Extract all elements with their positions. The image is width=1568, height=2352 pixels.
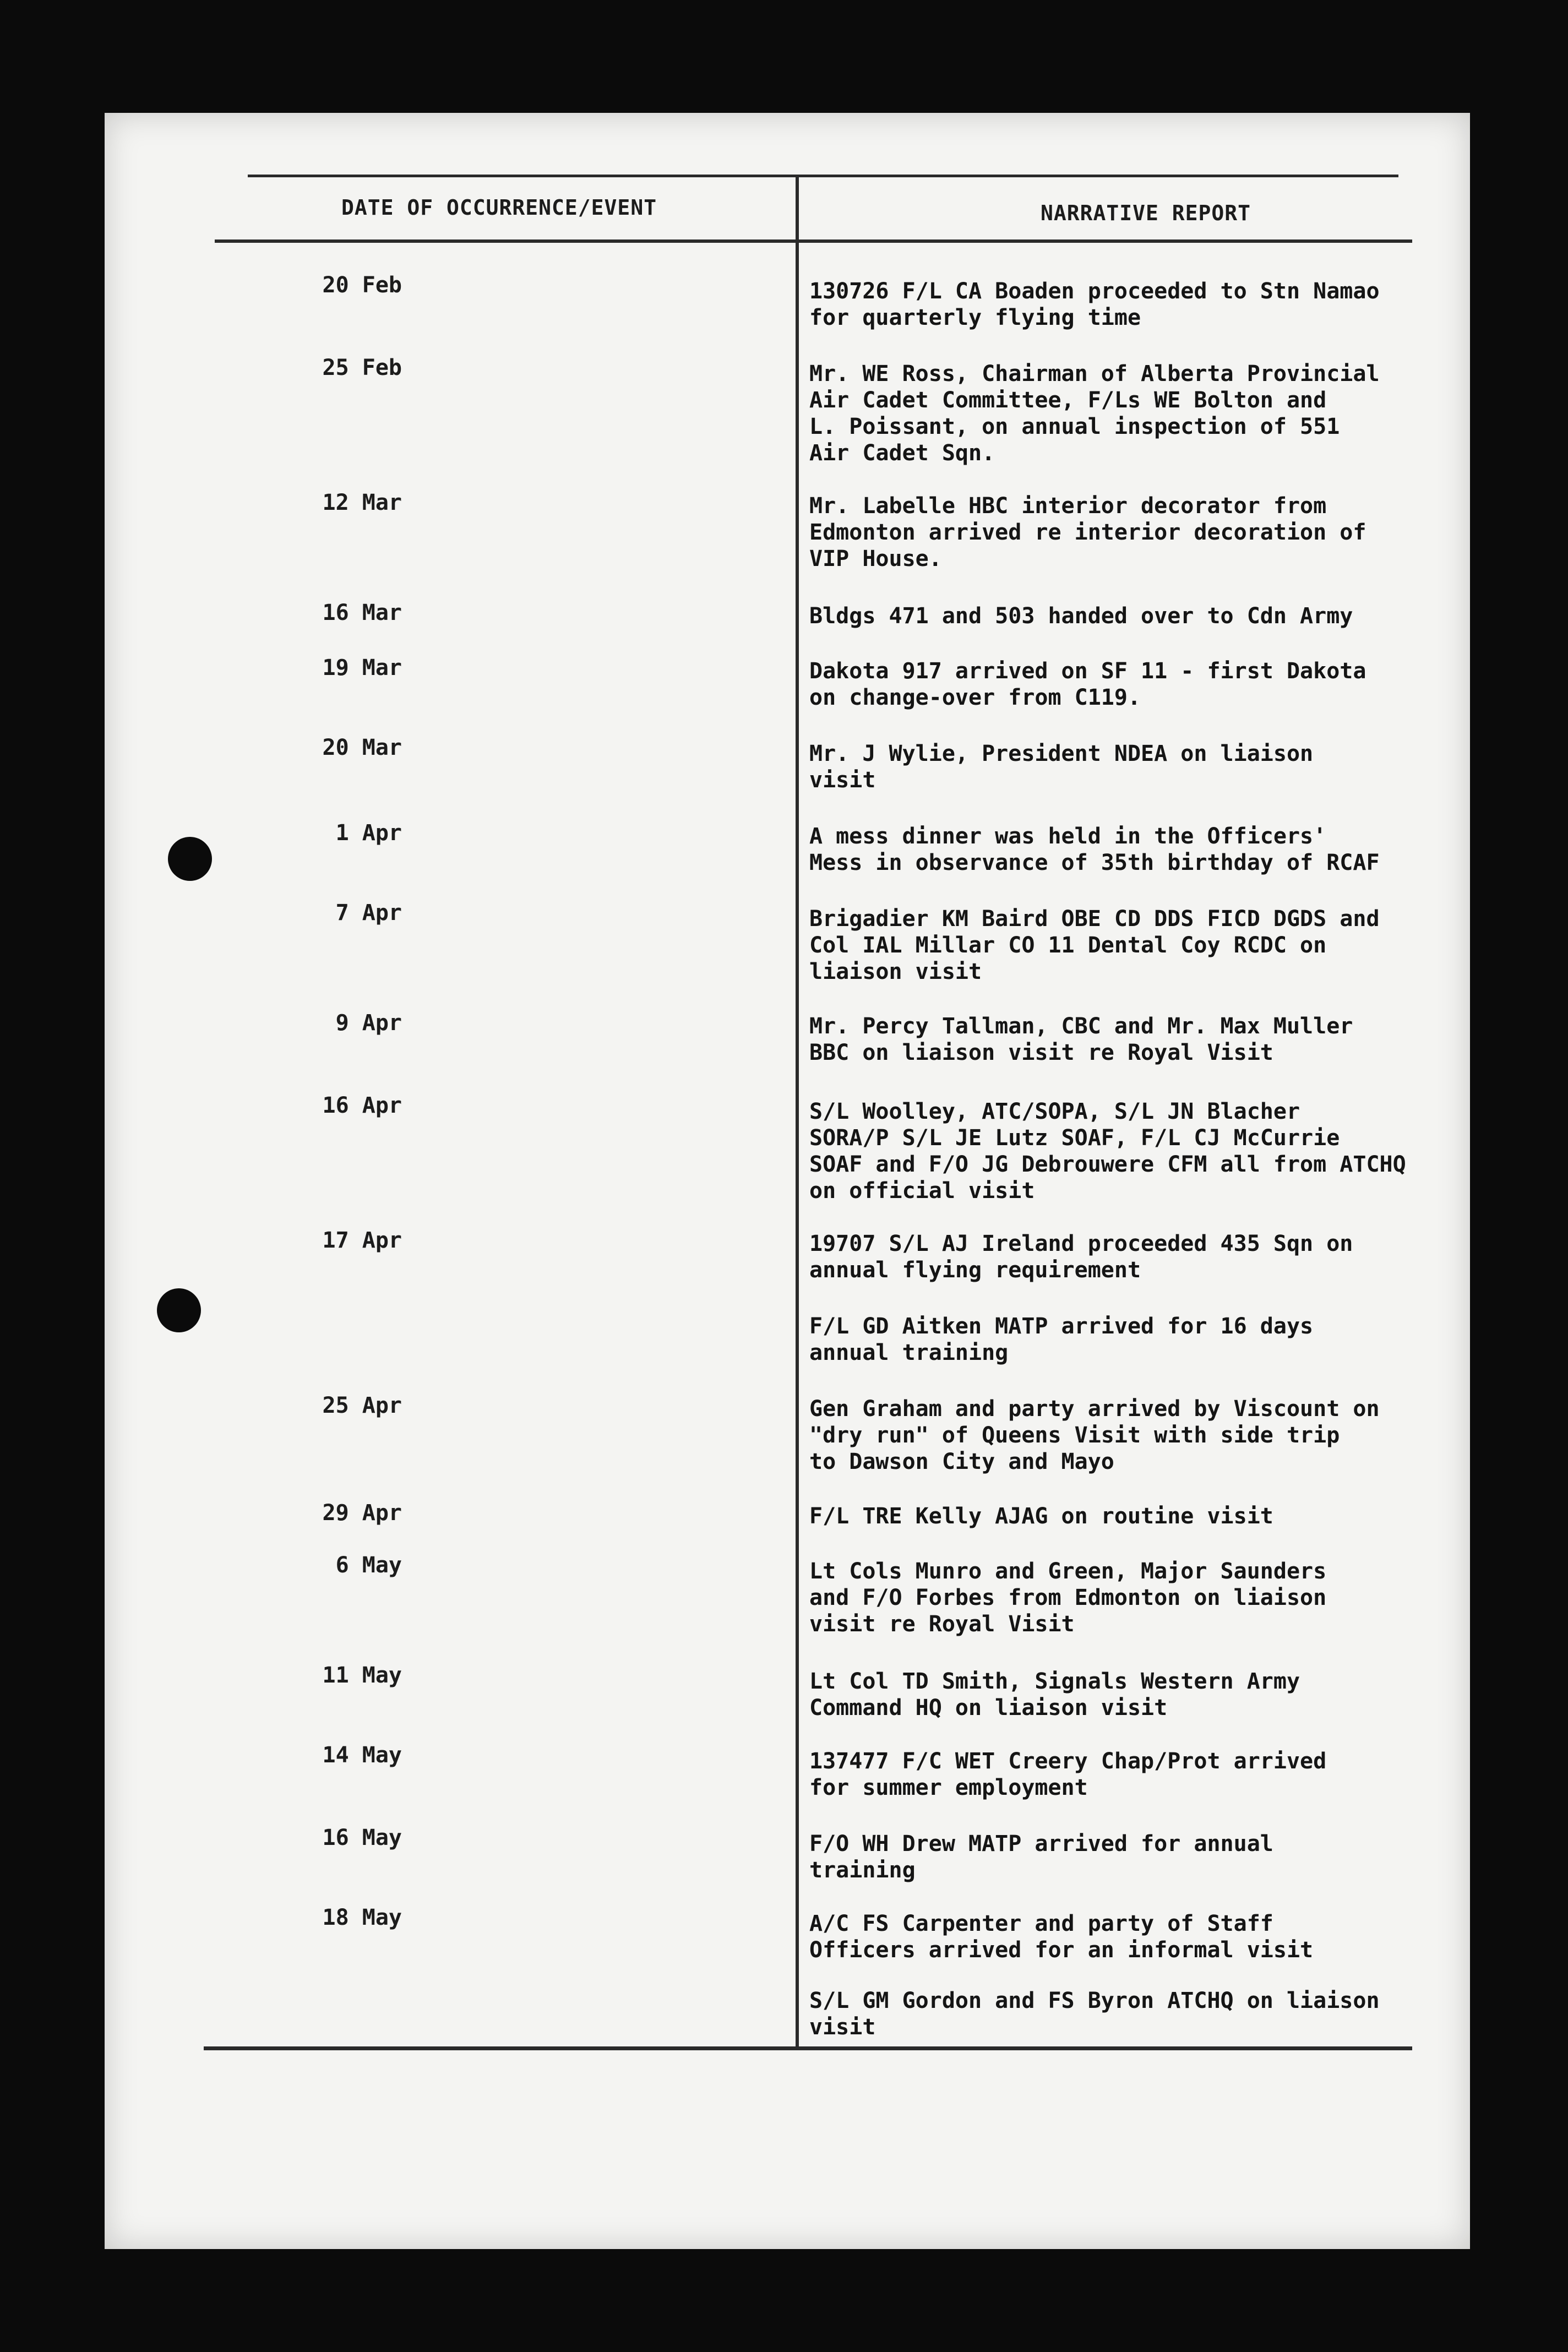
entry-narrative: Mr. Percy Tallman, CBC and Mr. Max Muller BBC on liaison visit re Royal Visit — [809, 1014, 1353, 1065]
entry-narrative: Mr. Labelle HBC interior decorator from Edmonton arrived re interior decoration of VIP House. — [809, 493, 1366, 571]
top-rule — [248, 175, 1398, 177]
entry-narrative: Lt Col TD Smith, Signals Western Army Command HQ on liaison visit — [809, 1669, 1300, 1721]
entry-date: 19 Mar — [322, 655, 402, 680]
entry-date: 29 Apr — [322, 1500, 402, 1526]
entry-date: 25 Apr — [322, 1393, 402, 1418]
entry-narrative: F/L TRE Kelly AJAG on routine visit — [809, 1504, 1273, 1529]
entry-date: 25 Feb — [322, 355, 402, 380]
entry-date: 16 Mar — [322, 600, 402, 625]
entry-narrative: 130726 F/L CA Boaden proceeded to Stn Namao for quarterly flying time — [809, 279, 1380, 330]
entry-date: 20 Feb — [322, 273, 402, 298]
entry-narrative: S/L Woolley, ATC/SOPA, S/L JN Blacher SORA/P S/L JE Lutz SOAF, F/L CJ McCurrie SOAF and F/O JG Debrouwere CFM all from ATCHQ on official visit — [809, 1099, 1406, 1204]
entry-date: 12 Mar — [322, 490, 402, 515]
punch-hole — [157, 1288, 201, 1332]
entry-date: 16 May — [322, 1825, 402, 1850]
narrative-column-header: NARRATIVE REPORT — [1041, 201, 1251, 225]
entry-date: 18 May — [322, 1905, 402, 1930]
entry-narrative: Mr. J Wylie, President NDEA on liaison visit — [809, 741, 1314, 793]
entry-narrative: Dakota 917 arrived on SF 11 - first Dakota on change-over from C119. — [809, 658, 1366, 710]
entry-date: 20 Mar — [322, 735, 402, 760]
entry-date: 11 May — [322, 1663, 402, 1688]
entry-narrative: Bldgs 471 and 503 handed over to Cdn Army — [809, 603, 1353, 629]
bottom-rule — [204, 2046, 1412, 2050]
entry-narrative: Mr. WE Ross, Chairman of Alberta Provincial Air Cadet Committee, F/Ls WE Bolton and L. Poissant, on annual inspection of 551 Air Cadet Sqn. — [809, 361, 1380, 466]
entry-narrative: F/L GD Aitken MATP arrived for 16 days annual training — [809, 1314, 1314, 1365]
column-divider — [796, 175, 799, 2046]
entry-narrative: Gen Graham and party arrived by Viscount on "dry run" of Queens Visit with side trip to Dawson City and Mayo — [809, 1396, 1380, 1474]
entry-date: 7 Apr — [335, 900, 402, 925]
date-column-header: DATE OF OCCURRENCE/EVENT — [341, 195, 657, 220]
entry-date: 16 Apr — [322, 1093, 402, 1118]
document-page — [105, 113, 1470, 2249]
entry-date: 14 May — [322, 1743, 402, 1768]
entry-date: 6 May — [335, 1553, 402, 1578]
header-rule — [215, 239, 1412, 243]
entry-narrative: Brigadier KM Baird OBE CD DDS FICD DGDS and Col IAL Millar CO 11 Dental Coy RCDC on liaison visit — [809, 906, 1380, 984]
entry-narrative: S/L GM Gordon and FS Byron ATCHQ on liaison visit — [809, 1988, 1380, 2040]
entry-narrative: A/C FS Carpenter and party of Staff Officers arrived for an informal visit — [809, 1911, 1314, 1963]
entry-date: 9 Apr — [335, 1010, 402, 1036]
entry-narrative: F/O WH Drew MATP arrived for annual training — [809, 1831, 1273, 1883]
entry-narrative: Lt Cols Munro and Green, Major Saunders and F/O Forbes from Edmonton on liaison visit re Royal Visit — [809, 1559, 1327, 1637]
entry-narrative: A mess dinner was held in the Officers' Mess in observance of 35th birthday of RCAF — [809, 824, 1380, 875]
entry-date: 17 Apr — [322, 1228, 402, 1253]
entry-narrative: 137477 F/C WET Creery Chap/Prot arrived for summer employment — [809, 1749, 1327, 1800]
punch-hole — [168, 837, 212, 881]
entry-date: 1 Apr — [335, 820, 402, 846]
entry-narrative: 19707 S/L AJ Ireland proceeded 435 Sqn on annual flying requirement — [809, 1231, 1353, 1283]
